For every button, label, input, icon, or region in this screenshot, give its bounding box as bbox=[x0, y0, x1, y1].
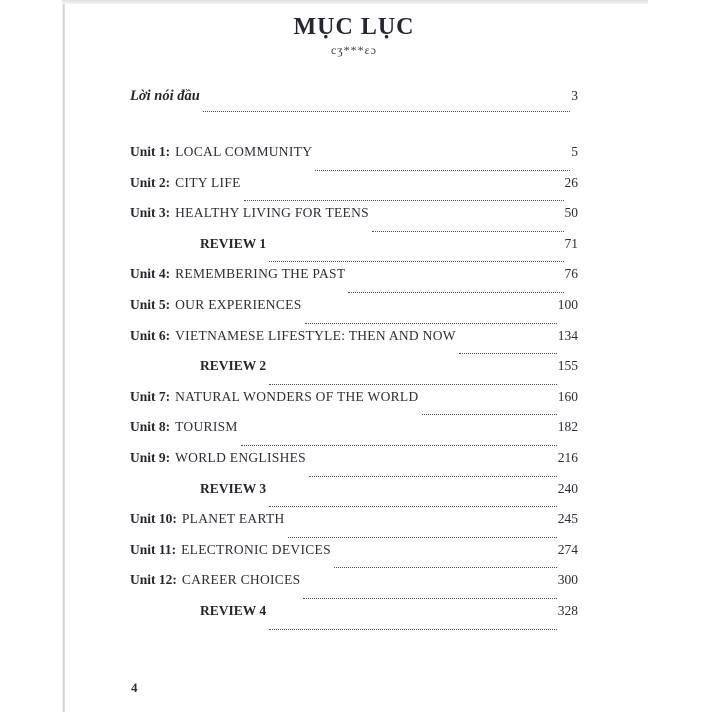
toc-entry bbox=[130, 389, 578, 420]
toc-entry bbox=[130, 88, 578, 116]
toc-entry bbox=[130, 603, 578, 634]
dot-leader bbox=[303, 598, 556, 599]
toc-entry-prefix: REVIEW 4 bbox=[200, 602, 267, 618]
toc-entry bbox=[130, 358, 578, 389]
toc-entry-page: 50 bbox=[564, 205, 578, 221]
toc-entry-prefix: Unit 4: bbox=[130, 266, 171, 282]
toc-content bbox=[130, 14, 578, 634]
dot-leader bbox=[203, 111, 570, 112]
dot-leader bbox=[372, 231, 564, 232]
dot-leader bbox=[305, 323, 557, 324]
toc-entry-page: 245 bbox=[557, 511, 578, 527]
dot-leader bbox=[315, 170, 570, 171]
toc-entry-page: 160 bbox=[557, 388, 578, 404]
toc-entry bbox=[130, 236, 578, 267]
toc-entry-prefix: REVIEW 3 bbox=[200, 480, 267, 496]
toc-entry-prefix: Unit 3: bbox=[130, 205, 171, 221]
toc-entry-prefix: Unit 10: bbox=[130, 511, 177, 527]
dot-leader bbox=[459, 353, 557, 354]
toc-entry-prefix: Unit 9: bbox=[130, 449, 171, 465]
dot-leader bbox=[244, 200, 564, 201]
toc-entry bbox=[130, 419, 578, 450]
toc-entry-title: WORLD ENGLISHES bbox=[175, 449, 306, 465]
dot-leader bbox=[269, 261, 563, 262]
toc-entry-prefix: Unit 8: bbox=[130, 419, 171, 435]
toc-entry-page: 3 bbox=[571, 88, 578, 103]
toc-entry-page: 328 bbox=[557, 602, 578, 618]
toc-entry-prefix: Unit 2: bbox=[130, 174, 171, 190]
dot-leader bbox=[269, 506, 557, 507]
toc-entry-page: 26 bbox=[564, 174, 578, 190]
toc-entry-page: 274 bbox=[557, 541, 578, 557]
toc-entry-title: HEALTHY LIVING FOR TEENS bbox=[175, 205, 369, 221]
toc-entry-title: VIETNAMESE LIFESTYLE: THEN AND NOW bbox=[175, 327, 456, 343]
spacer bbox=[130, 116, 578, 144]
toc-entry-prefix: Unit 12: bbox=[130, 572, 177, 588]
toc-entry bbox=[130, 511, 578, 542]
toc-list bbox=[130, 88, 578, 634]
page-top-edge bbox=[62, 0, 648, 4]
toc-entry-page: 5 bbox=[571, 144, 578, 159]
dot-leader bbox=[334, 567, 557, 568]
toc-entry bbox=[130, 450, 578, 481]
toc-entry bbox=[130, 572, 578, 603]
toc-entry bbox=[130, 481, 578, 512]
toc-entry-page: 76 bbox=[564, 266, 578, 282]
toc-entry-page: 216 bbox=[557, 449, 578, 465]
toc-entry-prefix: REVIEW 2 bbox=[200, 358, 267, 374]
ornament-divider: cʒ***ɛɔ bbox=[330, 43, 378, 57]
toc-entry-prefix: Unit 6: bbox=[130, 327, 171, 343]
toc-entry bbox=[130, 144, 578, 175]
footer-page-number: 4 bbox=[131, 680, 138, 695]
toc-entry bbox=[130, 297, 578, 328]
toc-entry-prefix: Unit 1: bbox=[130, 144, 171, 159]
toc-entry-page: 182 bbox=[557, 419, 578, 435]
toc-entry bbox=[130, 328, 578, 359]
toc-entry-prefix: Unit 7: bbox=[130, 388, 171, 404]
toc-entry-title: CAREER CHOICES bbox=[181, 572, 301, 588]
dot-leader bbox=[241, 445, 557, 446]
dot-leader bbox=[288, 537, 557, 538]
toc-entry bbox=[130, 542, 578, 573]
dot-leader bbox=[422, 414, 557, 415]
toc-entry-title: NATURAL WONDERS OF THE WORLD bbox=[175, 388, 419, 404]
toc-entry-page: 71 bbox=[564, 235, 578, 251]
toc-entry-title: OUR EXPERIENCES bbox=[175, 296, 302, 312]
toc-entry-title: TOURISM bbox=[175, 419, 238, 435]
toc-entry-title: CITY LIFE bbox=[175, 174, 241, 190]
toc-entry-page: 240 bbox=[557, 480, 578, 496]
toc-entry-title: ELECTRONIC DEVICES bbox=[181, 541, 331, 557]
toc-entry-title: REMEMBERING THE PAST bbox=[175, 266, 346, 282]
toc-entry-prefix: Lời nói đầu bbox=[130, 88, 200, 104]
toc-entry-title: PLANET EARTH bbox=[181, 511, 285, 527]
dot-leader bbox=[269, 629, 557, 630]
toc-entry-page: 134 bbox=[557, 327, 578, 343]
toc-entry bbox=[130, 266, 578, 297]
toc-entry-title: LOCAL COMMUNITY bbox=[175, 144, 313, 159]
dot-leader bbox=[348, 292, 563, 293]
toc-entry bbox=[130, 175, 578, 206]
toc-entry-page: 300 bbox=[557, 572, 578, 588]
page-left-edge bbox=[62, 0, 65, 712]
page-title: MỤC LỤC bbox=[293, 14, 415, 40]
toc-entry-page: 155 bbox=[557, 358, 578, 374]
toc-entry-prefix: REVIEW 1 bbox=[200, 235, 267, 251]
toc-entry-prefix: Unit 5: bbox=[130, 296, 171, 312]
dot-leader bbox=[309, 476, 557, 477]
toc-entry-page: 100 bbox=[557, 296, 578, 312]
toc-entry-prefix: Unit 11: bbox=[130, 541, 177, 557]
dot-leader bbox=[269, 384, 557, 385]
toc-entry bbox=[130, 205, 578, 236]
